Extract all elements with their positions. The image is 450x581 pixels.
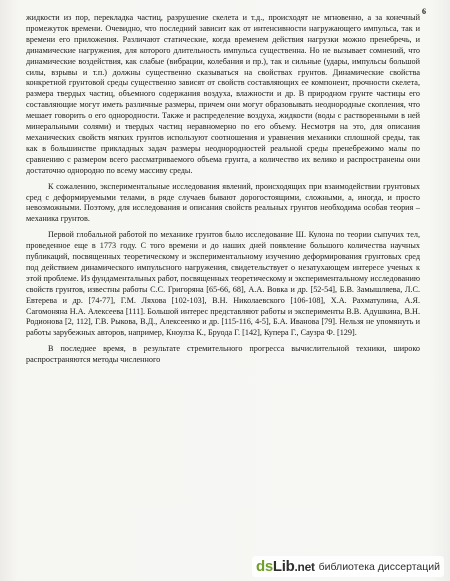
page-number: 6 (422, 7, 426, 16)
paragraph-1: жидкости из пор, перекладка частиц, разрушение скелета и т.д., происходят не мгновенно, а за конечный промежуток времени. Очевидно, что последний зависит как от интенсивности нагружающего импульса, так и времени его приложения. Различают статические, когда временем действия нагрузки можно пренебречь, и динамические нагружения, для которого длительность импульса существенна. Но не вызывает сомнений, что динамические воздействия, как слабые (вибрации, колебания и пр.), так и сильные (удары, импульсы большой силы, взрывы и т.п.) должны существенно сказываться на свойствах грунтов. Динамические свойства конкретной грунтовой среды существенно зависят от свойств составляющих ее компонент, прочности скелета, размера твердых частиц, объемного содержания воздуха, влажности и др. В природном грунте частицы его составляющие могут иметь различные размеры, причем они могут образовывать неоднородные скопления, что мешает говорить о его однородности. Также и распределение воздуха, жидкости (воды с растворенными в ней минеральными солями) и твердых частиц неравномерно по его объему. Несмотря на это, для описания механических свойств мягких грунтов используют соотношения и уравнения механики сплошной среды, так как в большинстве прикладных задач размеры неоднородностей реальной среды пренебрежимо малы по сравнению с размером всего рассматриваемого объема грунта, а количество их велико и распространены они достаточно однородно по всему массиву среды. (26, 13, 420, 175)
paragraph-4: В последнее время, в результате стремительного прогресса вычислительной техники, широко распространяются методы численного (26, 344, 420, 365)
dslib-watermark (252, 556, 444, 577)
paragraph-2: К сожалению, экспериментальные исследования явлений, происходящих при взаимодействии грунтовых сред с деформируемыми телами, в ряде случаев бывают дорогостоящими, сложными, а, иногда, и просто невозможными. Поэтому, для исследования и описания свойств реальных грунтов необходима особая теория – механика грунтов. (26, 181, 420, 224)
watermark-tagline: библиотека диссертаций (318, 560, 440, 573)
dslib-logo: dsLib.net (256, 558, 315, 575)
paragraph-3: Первой глобальной работой по механике грунтов было исследование Ш. Кулона по теории сыпучих тел, проведенное еще в 1773 году. С того времени и до наших дней появление большого количества научных публикаций, посвященных теоретическому и экспериментальному изучению деформирования грунтовых сред под действием динамического импульсного нагружения, свидетельствует о незатухающем интересе ученых к этой проблеме. Из фундаментальных работ, посвященных теоретическому и экспериментальному исследованию свойств грунтов, известны работы С.С. Григоряна [65-66, 68], А.А. Вовка и др. [52-54], Б.В. Замышляева, Л.С. Евтерева и др. [74-77], Г.М. Ляхова [102-103], В.Н. Николаевского [106-108], Х.А. Рахматулина, А.Я. Сагомоняна Н.А. Алексеева [111]. Большой интерес представляют работы и эксперименты В.В. Адушкина, В.Н. Родионова [2, 112], Г.В. Рыкова, В.Д., Алексеенко и др. [115-116, 4-5], Б.А. Иванова [79]. Нельзя не упомянуть и работы зарубежных авторов, например, Кноулза К., Бруода Г. [142], Купера Г., Саузра Ф. [129]. (26, 230, 420, 338)
body-text (26, 13, 420, 366)
